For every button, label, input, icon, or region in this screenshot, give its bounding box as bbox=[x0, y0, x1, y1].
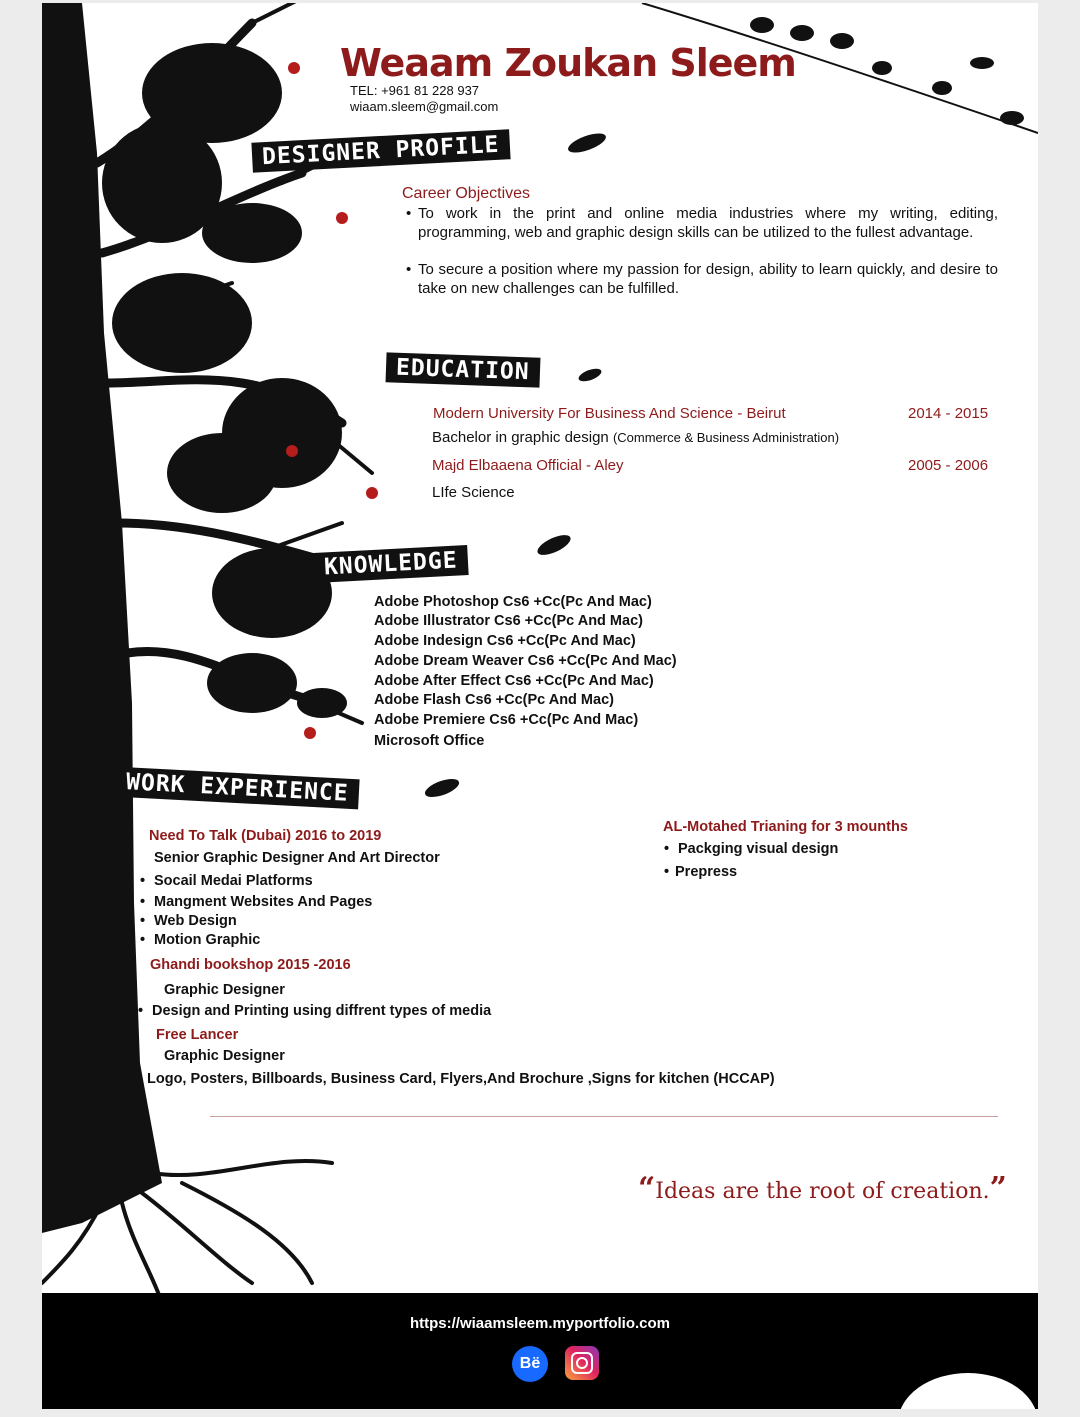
job-company: Need To Talk (Dubai) 2016 to 2019 bbox=[149, 828, 382, 844]
school-name: Majd Elbaaena Official - Aley bbox=[432, 457, 624, 474]
corner-decoration bbox=[898, 1373, 1038, 1409]
open-quote-mark: “ bbox=[638, 1171, 656, 1206]
candidate-name: Weaam Zoukan Sleem bbox=[340, 41, 796, 85]
objective-item bbox=[406, 260, 998, 298]
banner-knowledge: KNOWLEDGE bbox=[313, 545, 468, 583]
job-task: • Logo, Posters, Billboards, Business Card, Flyers,And Brochure ,Signs for kitchen (HCCAP) bbox=[138, 1071, 775, 1087]
degree-text: Bachelor in graphic design bbox=[432, 429, 609, 446]
bullet-icon: • bbox=[406, 261, 412, 278]
school-years: 2005 - 2006 bbox=[908, 457, 989, 474]
job-task: • Motion Graphic bbox=[140, 932, 261, 948]
skill-item: Adobe Photoshop Cs6 +Cc(Pc And Mac) bbox=[374, 594, 652, 610]
job-role: Senior Graphic Designer And Art Director bbox=[154, 850, 440, 866]
resume-page bbox=[42, 3, 1038, 1409]
divider-line bbox=[210, 1116, 998, 1117]
skill-item: Adobe Dream Weaver Cs6 +Cc(Pc And Mac) bbox=[374, 653, 677, 669]
skill-item: Adobe Premiere Cs6 +Cc(Pc And Mac) bbox=[374, 712, 639, 728]
banner-designer-profile: DESIGNER PROFILE bbox=[251, 129, 510, 172]
job-task: • Web Design bbox=[140, 913, 237, 929]
school-years: 2014 - 2015 bbox=[908, 405, 989, 422]
objective-text: To work in the print and online media industries where my writing, editing, programming, web and graphic design skills can be utilized to the fullest advantage. bbox=[418, 205, 998, 241]
degree: LIfe Science bbox=[432, 484, 515, 501]
quote-text: Ideas are the root of creation. bbox=[655, 1179, 990, 1204]
career-objectives-title: Career Objectives bbox=[402, 185, 531, 202]
job-task: • Packging visual design bbox=[664, 841, 839, 857]
degree-detail: (Commerce & Business Administration) bbox=[612, 430, 840, 445]
job-role: Graphic Designer bbox=[164, 982, 285, 998]
school-name: Modern University For Business And Science - Beirut bbox=[433, 405, 786, 422]
job-company: Free Lancer bbox=[156, 1027, 239, 1043]
close-quote-mark: ” bbox=[989, 1171, 1007, 1206]
skill-item: Adobe After Effect Cs6 +Cc(Pc And Mac) bbox=[374, 673, 654, 689]
quote bbox=[638, 1171, 1007, 1206]
banner-work-experience: WORK EXPERIENCE bbox=[115, 767, 359, 810]
skill-item: Adobe Illustrator Cs6 +Cc(Pc And Mac) bbox=[374, 613, 643, 629]
instagram-lens bbox=[576, 1357, 588, 1369]
instagram-icon[interactable] bbox=[565, 1346, 599, 1380]
job-company: AL-Motahed Trianing for 3 mounths bbox=[663, 819, 908, 835]
job-task: • Design and Printing using diffrent types of media bbox=[138, 1003, 492, 1019]
objective-text: To secure a position where my passion for design, ability to learn quickly, and desire to take on new challenges can be fulfilled. bbox=[418, 261, 998, 297]
behance-icon[interactable] bbox=[512, 1346, 548, 1382]
banner-education: EDUCATION bbox=[386, 352, 541, 387]
objective-item bbox=[406, 204, 998, 242]
job-task: • Socail Medai Platforms bbox=[140, 873, 313, 889]
skill-item: Adobe Flash Cs6 +Cc(Pc And Mac) bbox=[374, 692, 614, 708]
portfolio-link[interactable]: https://wiaamsleem.myportfolio.com bbox=[409, 1315, 671, 1332]
job-task: • Mangment Websites And Pages bbox=[140, 894, 373, 910]
skill-item: Adobe Indesign Cs6 +Cc(Pc And Mac) bbox=[374, 633, 636, 649]
job-role: Graphic Designer bbox=[164, 1048, 285, 1064]
footer bbox=[42, 1293, 1038, 1409]
job-company: Ghandi bookshop 2015 -2016 bbox=[150, 957, 351, 973]
job-task: • Prepress bbox=[664, 864, 738, 880]
phone-number: TEL: +961 81 228 937 bbox=[350, 83, 480, 98]
degree bbox=[432, 429, 839, 446]
bullet-icon: • bbox=[406, 205, 412, 222]
skill-item: Microsoft Office bbox=[374, 733, 485, 749]
behance-label: Bë bbox=[519, 1355, 541, 1372]
email-address: wiaam.sleem@gmail.com bbox=[350, 99, 499, 114]
